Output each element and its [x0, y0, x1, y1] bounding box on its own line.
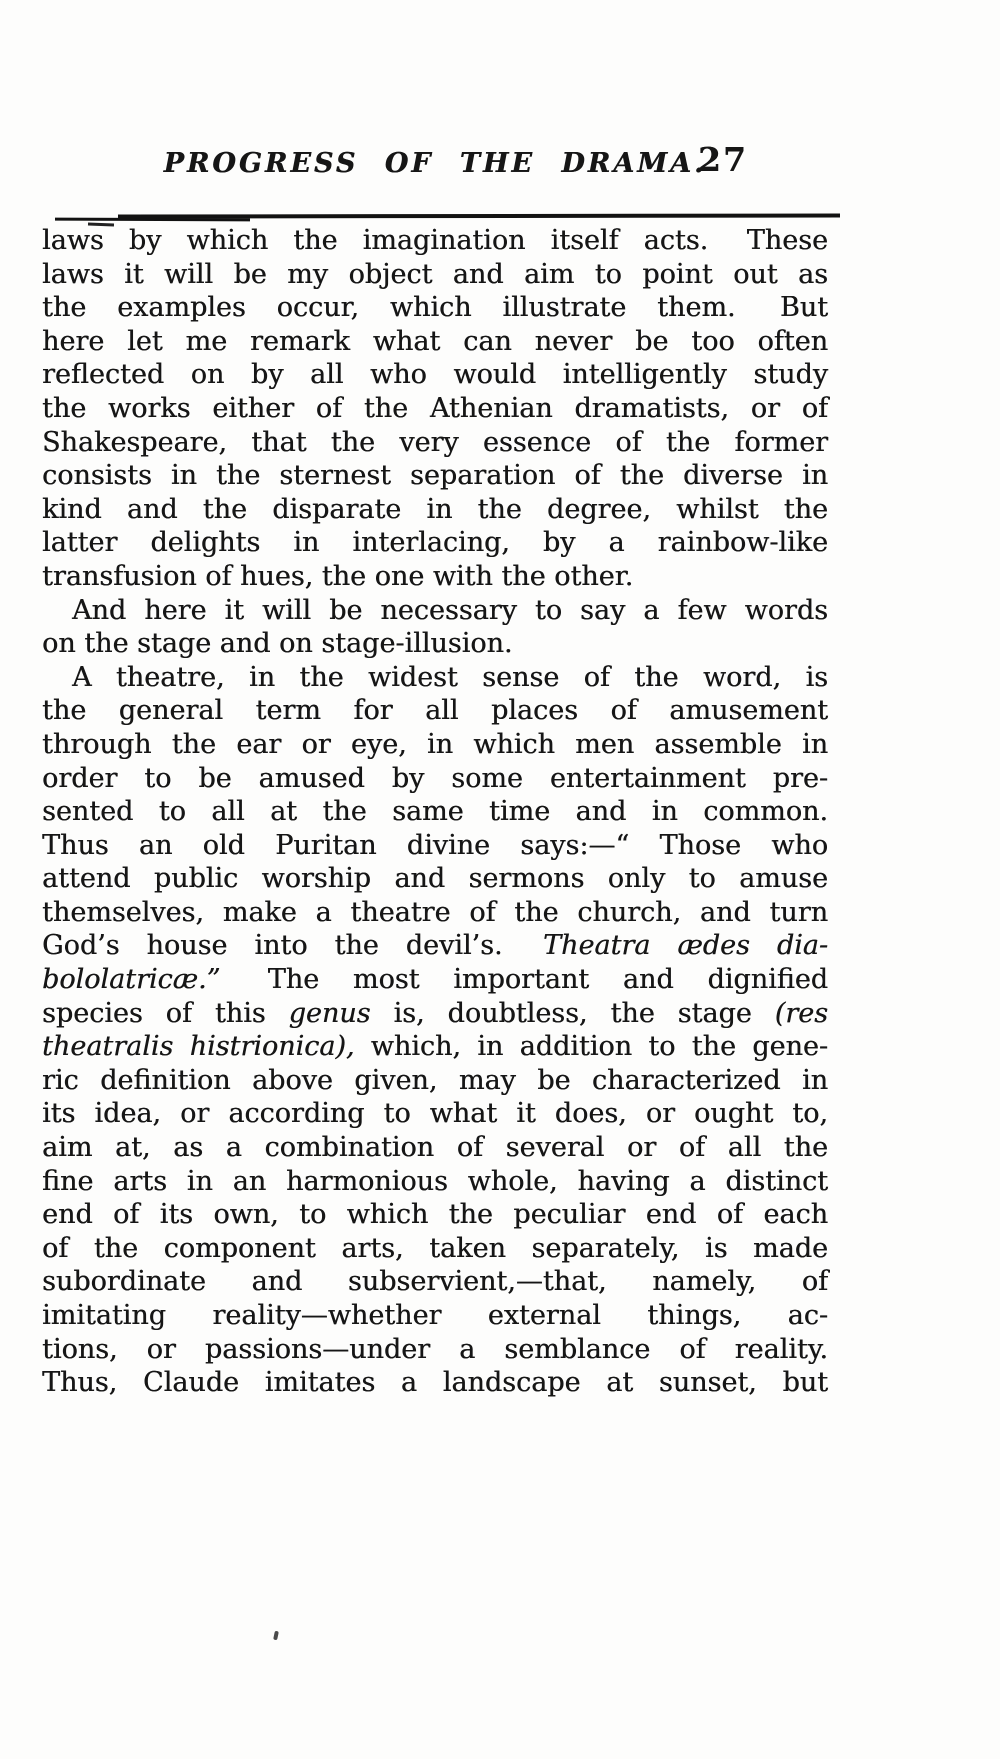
text-line [42, 325, 828, 359]
text-segment: transfusion of hues, the one with the other. [42, 560, 634, 592]
text-segment: The most important and dignified [220, 964, 828, 996]
text-segment: order to be amused by some entertainment pre- [42, 762, 828, 794]
text-line [42, 694, 828, 728]
text-segment: Thus, Claude imitates a landscape at sunset, but [42, 1367, 828, 1399]
text-segment: tions, or passions—under a semblance of reality. [42, 1333, 828, 1365]
text-line [42, 594, 828, 628]
text-segment: species of this [42, 997, 289, 1029]
text-segment: the general term for all places of amusement [42, 695, 828, 727]
text-line [42, 258, 828, 292]
text-segment: A theatre, in the widest sense of the word, is [72, 661, 828, 693]
text-line [42, 1366, 828, 1400]
text-segment: its idea, or according to what it does, or ought to, [42, 1098, 828, 1130]
text-segment: here let me remark what can never be too often [42, 325, 828, 357]
text-segment: imitating reality—whether external things, ac- [42, 1300, 828, 1331]
text-segment: is, doubtless, the stage [370, 997, 775, 1029]
text-line [42, 459, 828, 493]
header-rule [118, 213, 840, 218]
text-segment: of the component arts, taken separately, is made [42, 1232, 828, 1264]
text-segment: kind and the disparate in the degree, whilst the [42, 493, 828, 525]
text-line [42, 291, 828, 325]
text-line [42, 762, 828, 796]
text-segment: Shakespeare, that the very essence of the former [42, 426, 828, 458]
text-line [42, 1030, 828, 1064]
text-segment: sented to all at the same time and in common. [42, 796, 828, 828]
text-segment: the examples occur, which illustrate them. But [42, 292, 828, 324]
page-header [42, 142, 828, 192]
text-line [42, 963, 828, 997]
text-segment: Thus an old Puritan divine says:—“ Those who [42, 829, 828, 861]
text-segment: aim at, as a combination of several or of all the [42, 1132, 828, 1164]
text-line [42, 1265, 828, 1299]
text-line [42, 493, 828, 527]
text-line [42, 795, 828, 829]
text-line [42, 1097, 828, 1131]
text-segment: attend public worship and sermons only to amuse [42, 863, 828, 895]
italic-text-segment: genus [288, 997, 371, 1029]
text-segment: laws it will be my object and aim to point out as [42, 258, 828, 290]
text-segment: fine arts in an harmonious whole, having a distinct [42, 1165, 828, 1197]
text-segment: God’s house into the devil’s. [42, 930, 544, 962]
text-line [42, 1333, 828, 1367]
text-segment: And here it will be necessary to say a few words [72, 594, 828, 626]
text-line [42, 526, 828, 560]
text-segment: consists in the sternest separation of the diverse in [42, 460, 828, 492]
text-segment: laws by which the imagination itself acts. These [42, 225, 828, 256]
text-segment: ric definition above given, may be characterized in [42, 1064, 828, 1096]
text-segment: latter delights in interlacing, by a rainbow-like [42, 527, 828, 559]
text-line [42, 661, 828, 695]
text-line [42, 1131, 828, 1165]
text-block [42, 224, 828, 1400]
text-line [42, 358, 828, 392]
italic-text-segment: bololatricæ.” [42, 964, 221, 996]
text-segment: reflected on by all who would intelligently study [42, 359, 828, 391]
text-segment: on the stage and on stage-illusion. [42, 628, 513, 660]
text-line [42, 1064, 828, 1098]
text-line [42, 728, 828, 762]
text-line [42, 896, 828, 930]
text-segment: through the ear or eye, in which men assemble in [42, 728, 828, 760]
running-title: PROGRESS OF THE DRAMA. [163, 148, 707, 179]
text-line [42, 1198, 828, 1232]
text-line [42, 862, 828, 896]
text-segment: subordinate and subservient,—that, namely, of [42, 1266, 828, 1298]
text-line [42, 829, 828, 863]
text-line [42, 1299, 828, 1333]
text-line [42, 224, 828, 258]
italic-text-segment: Theatra ædes dia- [543, 930, 828, 962]
text-line [42, 929, 828, 963]
text-segment: themselves, make a theatre of the church, and turn [42, 896, 828, 928]
italic-text-segment: theatralis histrionica), [42, 1031, 355, 1063]
text-line [42, 1165, 828, 1199]
text-line [42, 997, 828, 1031]
text-line [42, 426, 828, 460]
text-line [42, 627, 828, 661]
text-line [42, 560, 828, 594]
text-segment: which, in addition to the gene- [354, 1031, 828, 1063]
ink-speck [273, 1631, 279, 1641]
page-number: 27 [698, 140, 748, 179]
italic-text-segment: (res [774, 997, 828, 1029]
text-line [42, 392, 828, 426]
text-segment: the works either of the Athenian dramatists, or of [42, 392, 828, 424]
text-segment: end of its own, to which the peculiar end of each [42, 1199, 828, 1231]
text-line [42, 1232, 828, 1266]
